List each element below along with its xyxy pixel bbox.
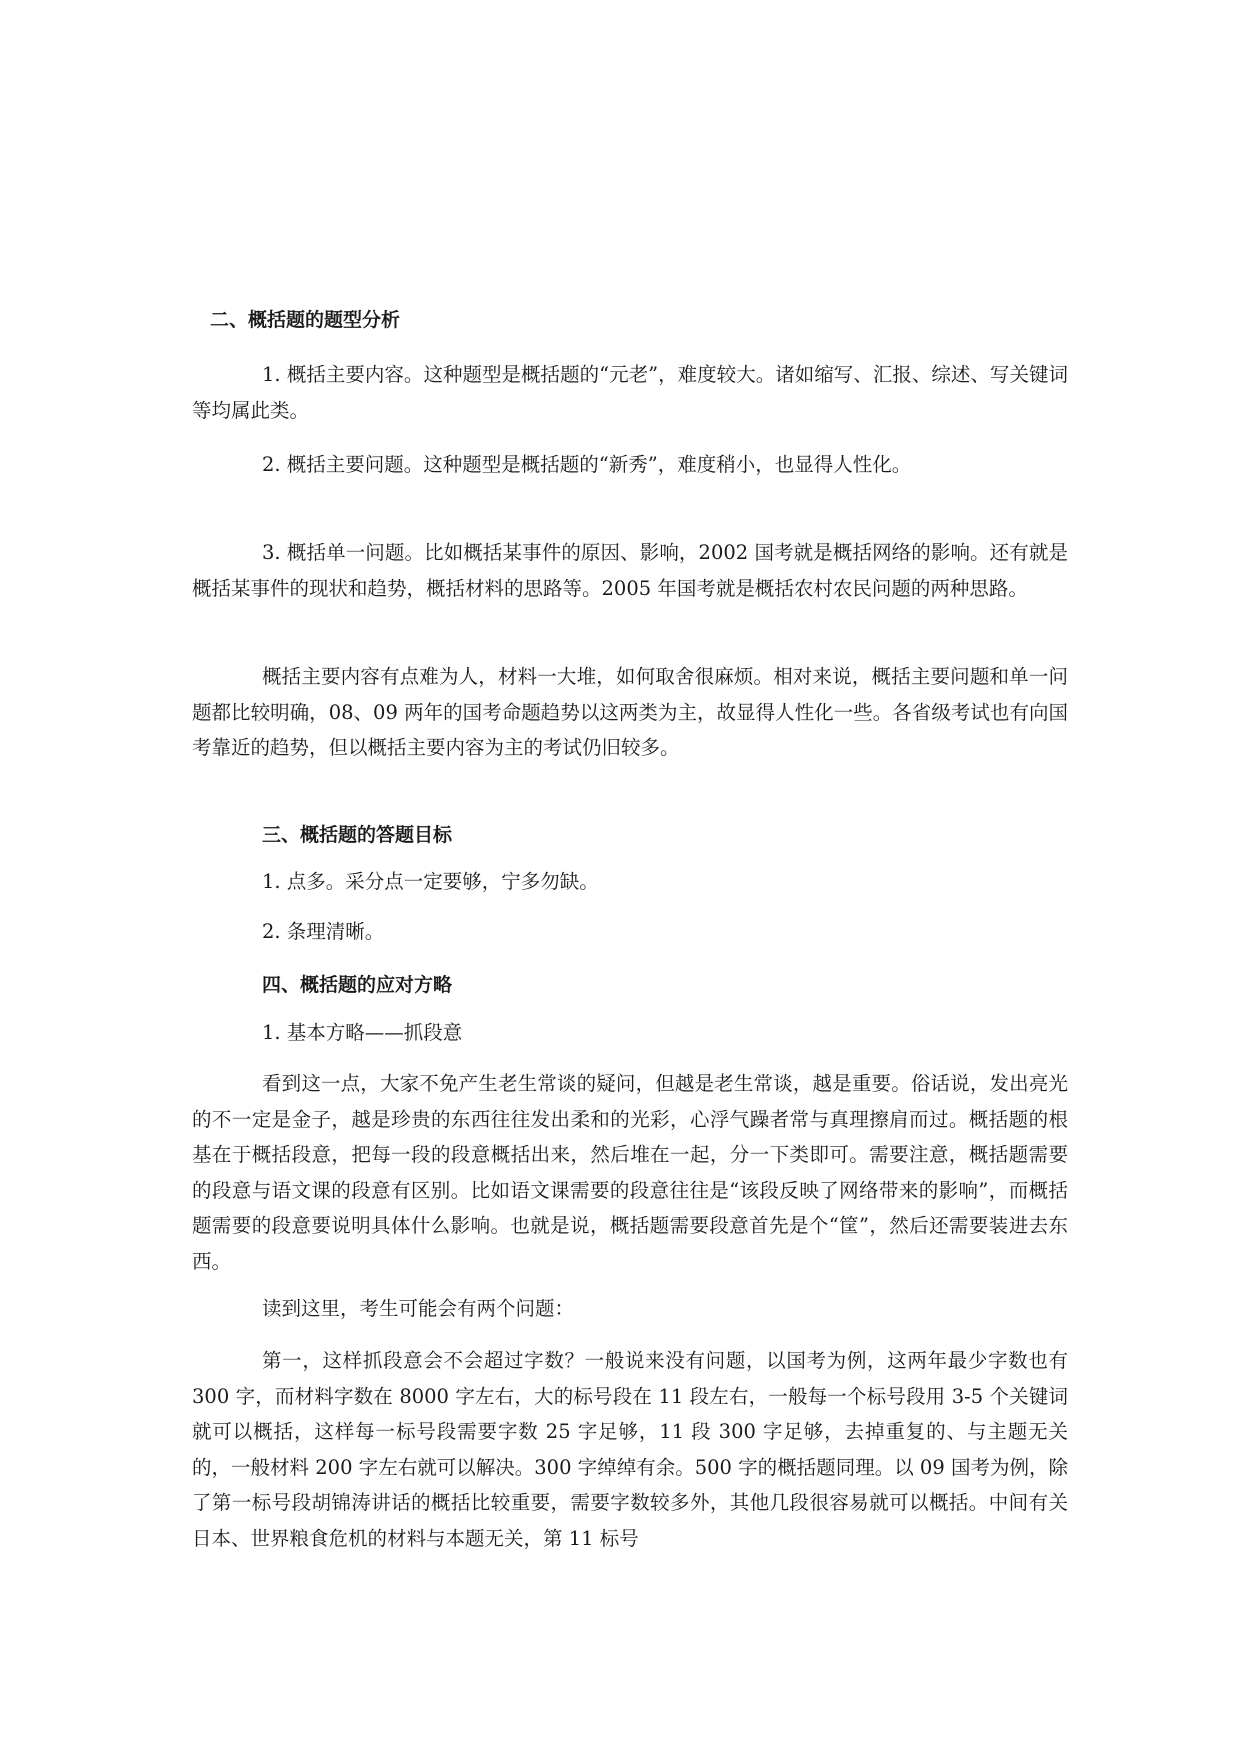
- section-3-item-2: 2. 条理清晰。: [262, 920, 385, 943]
- section-3-item-1: 1. 点多。采分点一定要够，宁多勿缺。: [262, 870, 599, 893]
- section-2-item-1: 1. 概括主要内容。这种题型是概括题的“元老”，难度较大。诸如缩写、汇报、综述、写关键词等均属此类。: [192, 363, 1068, 422]
- section-4-paragraph-1: 看到这一点，大家不免产生老生常谈的疑问，但越是老生常谈，越是重要。俗话说，发出亮光的不一定是金子，越是珍贵的东西往往发出柔和的光彩，心浮气躁者常与真理擦肩而过。概括题的根基在于概括段意，把每一段的段意概括出来，然后堆在一起，分一下类即可。需要注意，概括题需要的段意与语文课的段意有区别。比如语文课需要的段意往往是“该段反映了网络带来的影响”，而概括题需要的段意要说明具体什么影响。也就是说，概括题需要段意首先是个“筐”，然后还需要装进去东西。: [192, 1072, 1068, 1273]
- section-4-paragraph-3: 第一，这样抓段意会不会超过字数？一般说来没有问题，以国考为例，这两年最少字数也有 300 字，而材料字数在 8000 字左右，大的标号段在 11 段左右，一般每一个标号段用 3-5 个关键词就可以概括，这样每一标号段需要字数 25 字足够，11 段 300 字足够，去掉重复的、与主题无关的，一般材料 200 字左右就可以解决。300 字绰绰有余。500 字的概括题同理。以 09 国考为例，除了第一标号段胡锦涛讲话的概括比较重要，需要字数较多外，其他几段很容易就可以概括。中间有关日本、世界粮食危机的材料与本题无关，第 11 标号: [192, 1349, 1068, 1550]
- section-2-item-3: 3. 概括单一问题。比如概括某事件的原因、影响，2002 国考就是概括网络的影响。还有就是概括某事件的现状和趋势，概括材料的思路等。2005 年国考就是概括农村农民问题的两种思路。: [192, 541, 1068, 600]
- section-3-heading: 三、概括题的答题目标: [262, 824, 453, 846]
- section-2-item-2: 2. 概括主要问题。这种题型是概括题的“新秀”，难度稍小，也显得人性化。: [262, 453, 912, 476]
- section-2-summary: 概括主要内容有点难为人，材料一大堆，如何取舍很麻烦。相对来说，概括主要问题和单一问题都比较明确，08、09 两年的国考命题趋势以这两类为主，故显得人性化一些。各省级考试也有向国考靠近的趋势，但以概括主要内容为主的考试仍旧较多。: [192, 665, 1068, 759]
- section-4-paragraph-2: 读到这里，考生可能会有两个问题：: [262, 1297, 575, 1320]
- section-4-item-1: 1. 基本方略——抓段意: [262, 1021, 463, 1044]
- section-4-heading: 四、概括题的应对方略: [262, 974, 453, 996]
- section-2-heading: 二、概括题的题型分析: [210, 309, 401, 331]
